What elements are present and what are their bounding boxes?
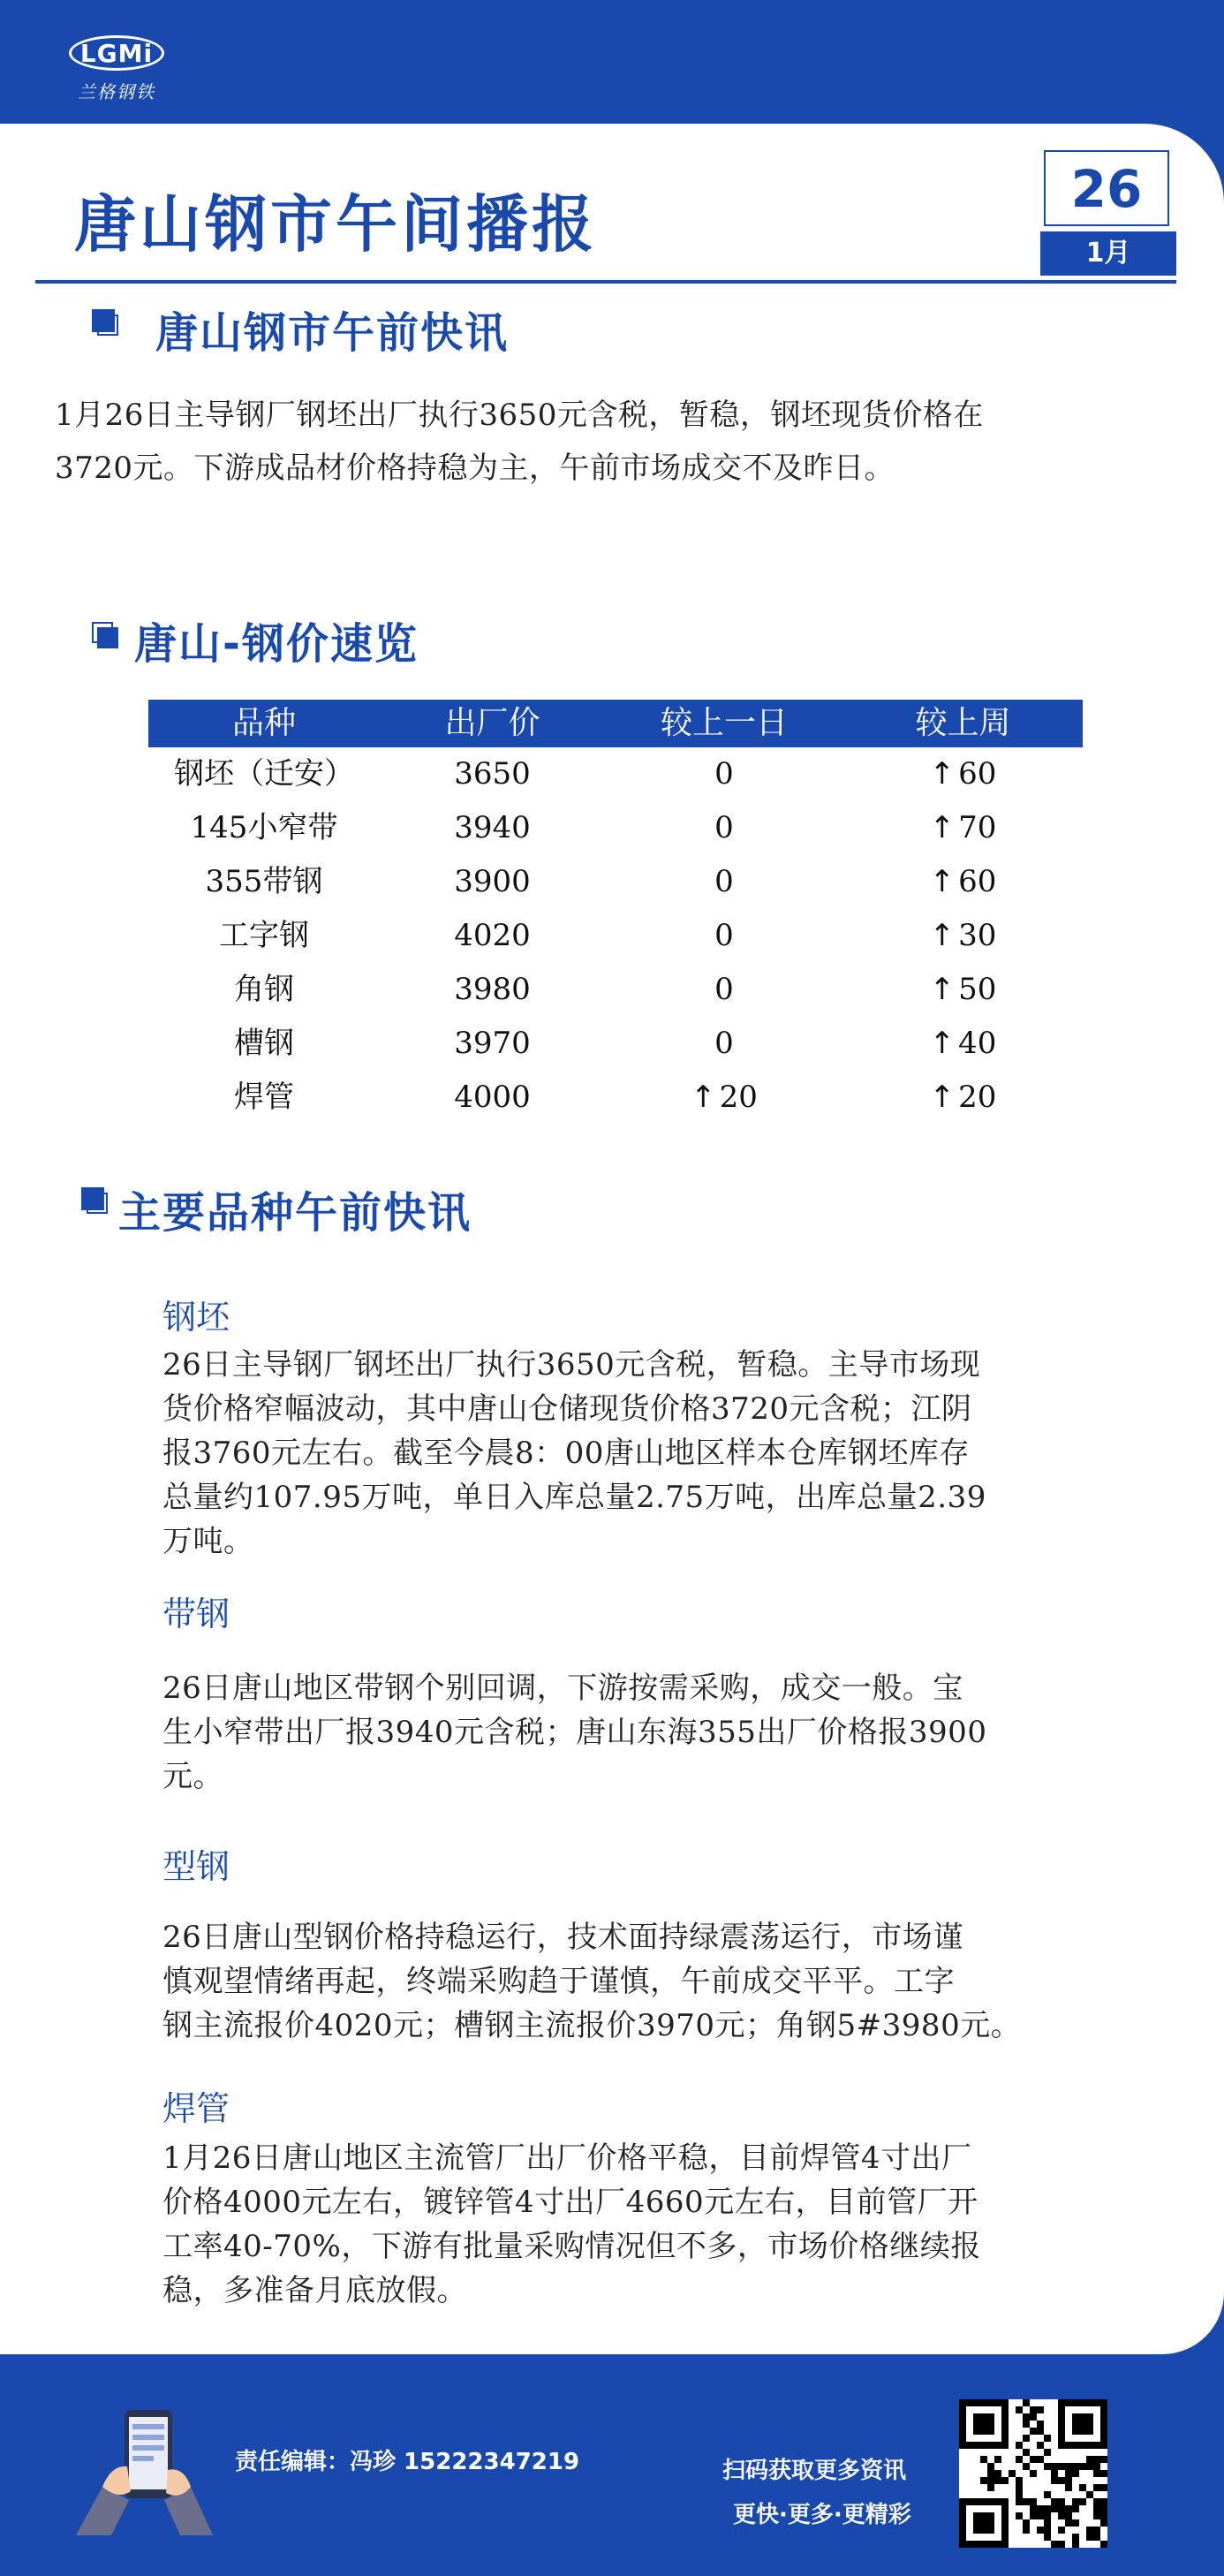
table-cell: 角钢 (234, 972, 294, 1007)
table-cell: 3900 (454, 864, 531, 899)
text-line: 工率40-70%，下游有批量采购情况但不多，市场价格继续报 (162, 2229, 981, 2264)
section-title-morning-news: 唐山钢市午前快讯 (155, 308, 510, 358)
table-cell: 0 (714, 972, 734, 1007)
product-label-welded-pipe: 焊管 (162, 2089, 230, 2128)
table-cell: 4000 (454, 1080, 531, 1115)
date-day: 26 (1044, 150, 1169, 226)
text-line: 1月26日主导钢厂钢坯出厂执行3650元含税，暂稳，钢坯现货价格在 (55, 398, 984, 433)
table-cell (843, 801, 1083, 855)
table-cell (843, 909, 1083, 963)
change-value: 20 (719, 1080, 758, 1115)
logo-subtitle: 兰格钢铁 (78, 81, 155, 102)
change-value: 50 (958, 972, 997, 1007)
text-line: 1月26日唐山地区主流管厂出厂价格平稳，目前焊管4寸出厂 (162, 2140, 972, 2176)
table-cell (605, 1071, 843, 1125)
editor-contact: 责任编辑：冯珍 15222347219 (235, 2449, 580, 2475)
product-text-billet (162, 1343, 986, 1564)
table-row (148, 747, 1083, 801)
table-row (148, 1071, 1083, 1125)
change-value: 20 (958, 1080, 997, 1115)
table-cell: 4020 (454, 918, 531, 953)
table-row (148, 855, 1083, 909)
table-cell (843, 963, 1083, 1017)
table-cell (843, 1071, 1083, 1125)
product-label-billet: 钢坯 (162, 1298, 230, 1337)
page-title: 唐山钢市午间播报 (74, 188, 597, 261)
section-title-main-products: 主要品种午前快讯 (118, 1188, 472, 1238)
product-text-strip (162, 1666, 986, 1799)
table-cell: 焊管 (234, 1080, 294, 1115)
text-line: 万吨。 (162, 1524, 254, 1559)
product-label-section-steel: 型钢 (162, 1847, 230, 1886)
up-arrow-icon: ↑ (929, 810, 956, 845)
text-line: 钢主流报价4020元；槽钢主流报价3970元；角钢5#3980元。 (162, 2008, 1022, 2043)
section-title-price-overview: 唐山-钢价速览 (134, 619, 419, 669)
date-month: 1月 (1040, 231, 1176, 276)
table-cell (843, 855, 1083, 909)
table-cell (843, 1017, 1083, 1071)
table-header (148, 700, 1083, 747)
text-line: 3720元。下游成品材价格持稳为主，午前市场成交不及昨日。 (55, 451, 895, 486)
table-cell: 钢坯（迁安） (174, 756, 354, 792)
text-line: 货价格窄幅波动，其中唐山仓储现货价格3720元含税；江阴 (162, 1391, 972, 1427)
table-cell: 3650 (454, 756, 531, 792)
product-text-welded-pipe (162, 2136, 981, 2313)
change-value: 30 (958, 918, 997, 953)
table-cell (843, 747, 1083, 801)
table-body (148, 747, 1083, 1125)
table-cell: 0 (714, 756, 734, 792)
table-cell: 0 (714, 1026, 734, 1061)
scan-prompt: 扫码获取更多资讯 (722, 2458, 907, 2484)
table-row (148, 801, 1083, 855)
phone-hand-icon (76, 2403, 217, 2535)
up-arrow-icon: ↑ (691, 1080, 716, 1115)
up-arrow-icon: ↑ (929, 864, 956, 899)
change-value: 60 (958, 756, 997, 792)
text-line: 元。 (162, 1759, 223, 1794)
up-arrow-icon: ↑ (929, 1026, 956, 1061)
text-line: 稳，多准备月底放假。 (162, 2273, 467, 2308)
table-cell: 槽钢 (234, 1026, 294, 1061)
logo-text: LGMi (79, 39, 154, 68)
column-header: 出厂价 (444, 705, 540, 741)
up-arrow-icon: ↑ (929, 918, 956, 953)
table-row (148, 963, 1083, 1017)
column-header: 较上一日 (660, 705, 788, 741)
table-cell: 355带钢 (205, 864, 323, 899)
section-bullet-icon (92, 622, 118, 648)
change-value: 70 (958, 810, 997, 845)
table-cell: 工字钢 (219, 918, 309, 953)
price-table (148, 700, 1083, 1125)
morning-news-text (55, 389, 984, 495)
section-bullet-icon (92, 309, 118, 336)
table-row (148, 1017, 1083, 1071)
change-value: 40 (958, 1026, 997, 1061)
text-line: 26日主导钢厂钢坯出厂执行3650元含税，暂稳。主导市场现 (162, 1347, 981, 1383)
table-cell: 0 (714, 918, 734, 953)
up-arrow-icon: ↑ (929, 756, 956, 792)
column-header: 较上周 (915, 705, 1011, 741)
table-cell: 3980 (454, 972, 531, 1007)
column-header: 品种 (231, 705, 296, 741)
text-line: 总量约107.95万吨，单日入库总量2.75万吨，出库总量2.39 (162, 1480, 986, 1515)
text-line: 慎观望情绪再起，终端采购趋于谨慎，午前成交平平。工字 (162, 1964, 955, 1999)
table-cell: 145小窄带 (190, 810, 338, 845)
table-cell: 3940 (454, 810, 531, 845)
table-cell: 0 (714, 810, 734, 845)
text-line: 报3760元左右。截至今晨8：00唐山地区样本仓库钢坯库存 (162, 1436, 970, 1471)
section-bullet-icon (81, 1187, 108, 1214)
product-label-strip: 带钢 (162, 1595, 230, 1633)
table-row (148, 909, 1083, 963)
title-divider (35, 280, 1176, 284)
text-line: 26日唐山型钢价格持稳运行，技术面持绿震荡运行，市场谨 (162, 1920, 963, 1955)
product-text-section-steel (162, 1915, 1021, 2048)
table-cell: 3970 (454, 1026, 531, 1061)
change-value: 60 (958, 864, 997, 899)
up-arrow-icon: ↑ (929, 1080, 956, 1115)
table-cell: 0 (714, 864, 734, 899)
text-line: 生小窄带出厂报3940元含税；唐山东海355出厂价格报3900 (162, 1715, 987, 1750)
text-line: 26日唐山地区带钢个别回调，下游按需采购，成交一般。宝 (162, 1671, 963, 1706)
text-line: 价格4000元左右，镀锌管4寸出厂4660元左右，目前管厂开 (162, 2185, 978, 2220)
scan-slogan: 更快·更多·更精彩 (733, 2502, 911, 2528)
up-arrow-icon: ↑ (929, 972, 956, 1007)
qr-code-icon[interactable] (959, 2399, 1107, 2548)
brand-logo (64, 32, 170, 102)
